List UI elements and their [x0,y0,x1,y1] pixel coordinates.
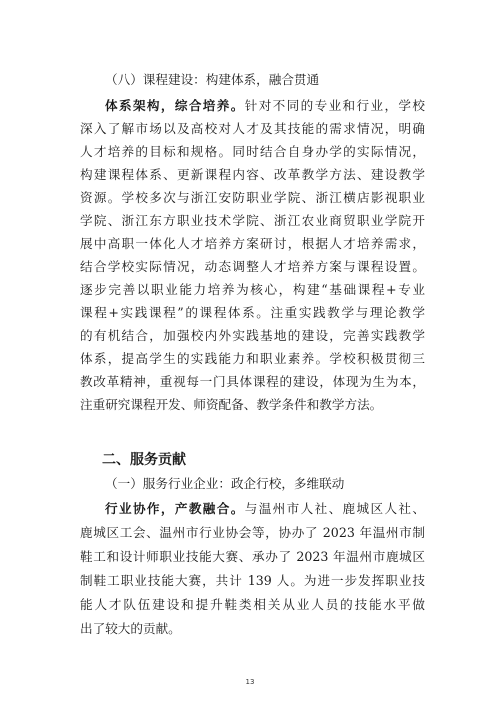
paragraph-line: 课程+实践课程”的课程体系。注重实践教学与理论教学 [80,305,425,320]
subsection-1-heading: （一）服务行业企业：政企行校，多维联动 [105,476,345,491]
paragraph-line: 结合学校实际情况，动态调整人才培养方案与课程设置。 [80,259,425,274]
paragraph-line: 注重研究课程开发、师资配备、教学条件和教学方法。 [80,397,383,412]
paragraph-line: 教改革精神，重视每一门具体课程的建设，体现为生为本， [80,374,425,389]
section-8-heading: （八）课程建设：构建体系，融合贯通 [105,72,320,87]
paragraph-line: 人才培养的目标和规格。同时结合自身办学的实际情况， [80,144,425,159]
paragraph-line: 逐步完善以职业能力培养为核心，构建“基础课程+专业 [80,282,425,297]
paragraph-line: 资源。学校多次与浙江安防职业学院、浙江横店影视职业 [80,190,425,205]
paragraph-line: 行业协作，产教融合。与温州市人社、鹿城区人社、 [105,501,426,516]
paragraph-line: 学院、浙江东方职业技术学院、浙江农业商贸职业学院开 [80,213,425,228]
paragraph-line: 出了较大的贡献。 [80,621,181,636]
paragraph-line: 体系，提高学生的实践能力和职业素养。学校积极贯彻三 [80,351,425,366]
section-2-heading: 二、服务贡献 [102,452,186,468]
paragraph-line: 深入了解市场以及高校对人才及其技能的需求情况，明确 [80,121,425,136]
paragraph-lead: 行业协作，产教融合。 [105,501,245,516]
paragraph-line: 的有机结合，加强校内外实践基地的建设，完善实践教学 [80,328,425,343]
paragraph-line: 体系架构，综合培养。针对不同的专业和行业，学校 [105,98,426,113]
paragraph-line: 鹿城区工会、温州市行业协会等，协办了 2023 年温州市制 [80,525,425,540]
paragraph-line: 能人才队伍建设和提升鞋类相关从业人员的技能水平做 [80,597,425,612]
paragraph-line: 构建课程体系、更新课程内容、改革教学方法、建设教学 [80,167,425,182]
paragraph-line: 展中高职一体化人才培养方案研讨，根据人才培养需求， [80,236,425,251]
paragraph-lead: 体系架构，综合培养。 [105,98,245,113]
page-number: 13 [245,678,255,686]
paragraph-line: 制鞋工职业技能大赛，共计 139 人。为进一步发挥职业技 [80,573,425,588]
paragraph-line: 鞋工和设计师职业技能大赛、承办了 2023 年温州市鹿城区 [80,549,425,564]
